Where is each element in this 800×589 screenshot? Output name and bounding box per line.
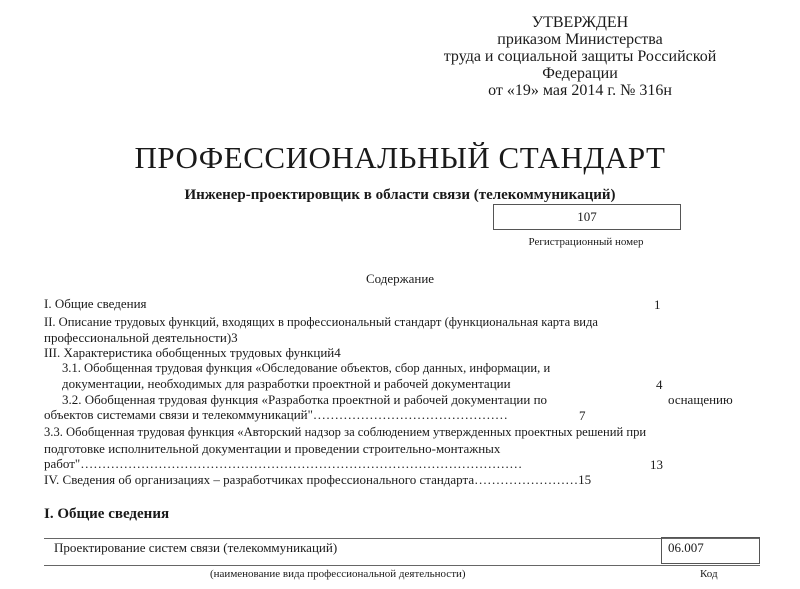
toc-item-iv[interactable]: IV. Сведения об организациях – разработчиках профессионального стандарта……………………15 bbox=[44, 472, 592, 487]
toc-item-i[interactable]: I. Общие сведения bbox=[44, 296, 147, 311]
toc-item-3-1-line2[interactable]: документации, необходимых для разработки проектной и рабочей документации bbox=[62, 376, 511, 391]
toc-item-3-1-line1[interactable]: 3.1. Обобщенная трудовая функция «Обследование объектов, сбор данных, информации, и bbox=[62, 361, 551, 375]
toc-item-3-2-line1-end[interactable]: оснащению bbox=[668, 392, 733, 407]
toc-page-3-2: 7 bbox=[579, 408, 586, 423]
activity-caption: (наименование вида профессиональной деятельности) bbox=[210, 568, 466, 580]
registration-caption: Регистрационный номер bbox=[528, 236, 644, 248]
registration-number-box: 107 bbox=[493, 204, 681, 230]
toc-item-3-3-line3[interactable]: работ"………………………………………………………………………………………… bbox=[44, 456, 523, 471]
code-caption: Код bbox=[700, 568, 718, 580]
toc-page-3-3: 13 bbox=[650, 457, 663, 472]
approval-order-line: приказом Министерства bbox=[497, 31, 663, 48]
toc-item-3-2-line2[interactable]: объектов системами связи и телекоммуникаций"……………………………………… bbox=[44, 407, 508, 422]
approval-status: УТВЕРЖДЕН bbox=[531, 14, 629, 31]
activity-code-box: 06.007 bbox=[661, 537, 760, 564]
approval-ministry-line: труда и социальной защиты Российской bbox=[443, 48, 717, 65]
toc-item-3-3-line2[interactable]: подготовке исполнительной документации и проведении строительно-монтажных bbox=[44, 441, 501, 456]
contents-heading: Содержание bbox=[365, 271, 435, 286]
approval-stamp bbox=[400, 14, 760, 99]
toc-item-ii-line2[interactable]: профессиональной деятельности)3 bbox=[44, 330, 238, 345]
approval-date-line: от «19» мая 2014 г. № 316н bbox=[488, 82, 672, 99]
toc-page-i: 1 bbox=[654, 297, 661, 312]
document-title: ПРОФЕССИОНАЛЬНЫЙ СТАНДАРТ bbox=[134, 140, 666, 175]
toc-item-3-3-line1[interactable]: 3.3. Обобщенная трудовая функция «Авторский надзор за соблюдением утвержденных проектных решений при bbox=[44, 425, 647, 439]
standard-subtitle: Инженер-проектировщик в области связи (телекоммуникаций) bbox=[184, 187, 616, 203]
activity-name: Проектирование систем связи (телекоммуникаций) bbox=[54, 540, 338, 555]
toc-item-iii[interactable]: III. Характеристика обобщенных трудовых функций4 bbox=[44, 345, 341, 360]
toc-item-ii-line1[interactable]: II. Описание трудовых функций, входящих в профессиональный стандарт (функциональная карта вида bbox=[44, 315, 599, 329]
approval-country-line: Федерации bbox=[542, 65, 618, 82]
toc-page-3-1: 4 bbox=[656, 377, 663, 392]
toc-item-3-2-line1[interactable]: 3.2. Обобщенная трудовая функция «Разработка проектной и рабочей документации по bbox=[62, 392, 548, 407]
section-heading: I. Общие сведения bbox=[44, 506, 170, 522]
